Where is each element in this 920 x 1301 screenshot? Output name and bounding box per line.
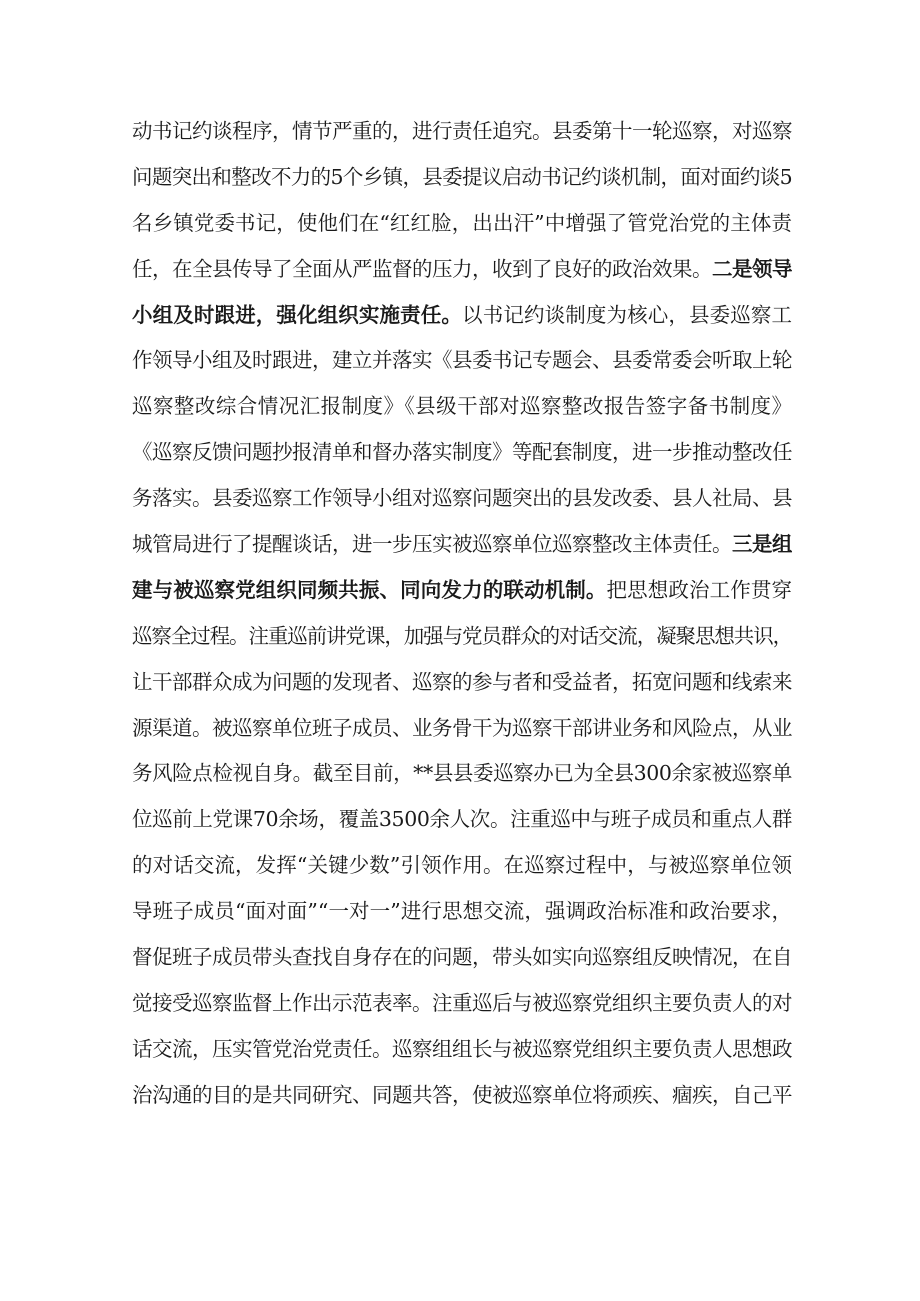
text-line: [132, 614, 792, 660]
text-segment: 《巡察反馈问题抄报清单和督办落实制度》等配套制度，进一步推动整改任: [132, 440, 792, 465]
text-line: [132, 338, 792, 384]
text-segment: 名乡镇党委书记，使他们在“红红脸，出出汗”中增强了管党治党的主体责: [132, 210, 792, 235]
text-line: [132, 706, 792, 752]
text-segment: 巡察整改综合情况汇报制度》《县级干部对巡察整改报告签字备书制度》: [132, 394, 792, 419]
text-line: [132, 430, 792, 476]
text-line: [132, 1027, 792, 1073]
text-line: [132, 797, 792, 843]
text-segment: 任，在全县传导了全面从严监督的压力，收到了良好的政治效果。: [132, 256, 713, 281]
text-line: [132, 155, 792, 201]
body-paragraph: [132, 109, 792, 1119]
text-line: [132, 293, 792, 339]
bold-text-segment: 小组及时跟进，强化组织实施责任。: [132, 302, 463, 327]
text-line: [132, 568, 792, 614]
text-line: [132, 660, 792, 706]
bold-text-segment: 二是领导: [712, 256, 792, 281]
text-segment: 以书记约谈制度为核心，县委巡察工: [462, 302, 792, 327]
text-segment: 源渠道。被巡察单位班子成员、业务骨干为巡察干部讲业务和风险点，从业: [132, 715, 792, 740]
text-line: [132, 843, 792, 889]
text-segment: 导班子成员“面对面”“一对一”进行思想交流，强调政治标准和政治要求，: [132, 899, 792, 924]
text-segment: 城管局进行了提醒谈话，进一步压实被巡察单位巡察整改主体责任。: [132, 532, 733, 557]
text-line: [132, 981, 792, 1027]
text-segment: 督促班子成员带头查找自身存在的问题，带头如实向巡察组反映情况，在自: [132, 945, 792, 970]
text-segment: 话交流，压实管党治党责任。巡察组组长与被巡察党组织主要负责人思想政: [132, 1036, 792, 1061]
text-segment: 务风险点检视自身。截至目前，**县县委巡察办已为全县300余家被巡察单: [132, 761, 792, 786]
text-line: [132, 889, 792, 935]
text-line: [132, 522, 792, 568]
text-line: [132, 751, 792, 797]
text-segment: 让干部群众成为问题的发现者、巡察的参与者和受益者，拓宽问题和线索来: [132, 669, 792, 694]
text-segment: 觉接受巡察监督上作出示范表率。注重巡后与被巡察党组织主要负责人的对: [132, 990, 792, 1015]
text-segment: 治沟通的目的是共同研究、同题共答，使被巡察单位将顽疾、痼疾，自己平: [132, 1082, 792, 1107]
text-segment: 巡察全过程。注重巡前讲党课，加强与党员群众的对话交流，凝聚思想共识，: [132, 623, 792, 648]
text-line: [132, 1073, 792, 1119]
text-segment: 作领导小组及时跟进，建立并落实《县委书记专题会、县委常委会听取上轮: [132, 348, 792, 373]
text-segment: 的对话交流，发挥“关键少数”引领作用。在巡察过程中，与被巡察单位领: [132, 853, 792, 878]
text-segment: 动书记约谈程序，情节严重的，进行责任追究。县委第十一轮巡察，对巡察: [132, 119, 792, 143]
text-line: [132, 109, 792, 155]
text-line: [132, 935, 792, 981]
bold-text-segment: 建与被巡察党组织同频共振、同向发力的联动机制。: [132, 577, 607, 602]
bold-text-segment: 三是组: [732, 532, 792, 557]
text-segment: 位巡前上党课70余场，覆盖3500余人次。注重巡中与班子成员和重点人群: [132, 807, 792, 832]
text-segment: 问题突出和整改不力的5个乡镇，县委提议启动书记约谈机制，面对面约谈5: [132, 164, 792, 189]
text-segment: 把思想政治工作贯穿: [606, 577, 792, 602]
text-line: [132, 476, 792, 522]
text-line: [132, 201, 792, 247]
text-segment: 务落实。县委巡察工作领导小组对巡察问题突出的县发改委、县人社局、县: [132, 486, 792, 511]
text-line: [132, 247, 792, 293]
text-line: [132, 384, 792, 430]
